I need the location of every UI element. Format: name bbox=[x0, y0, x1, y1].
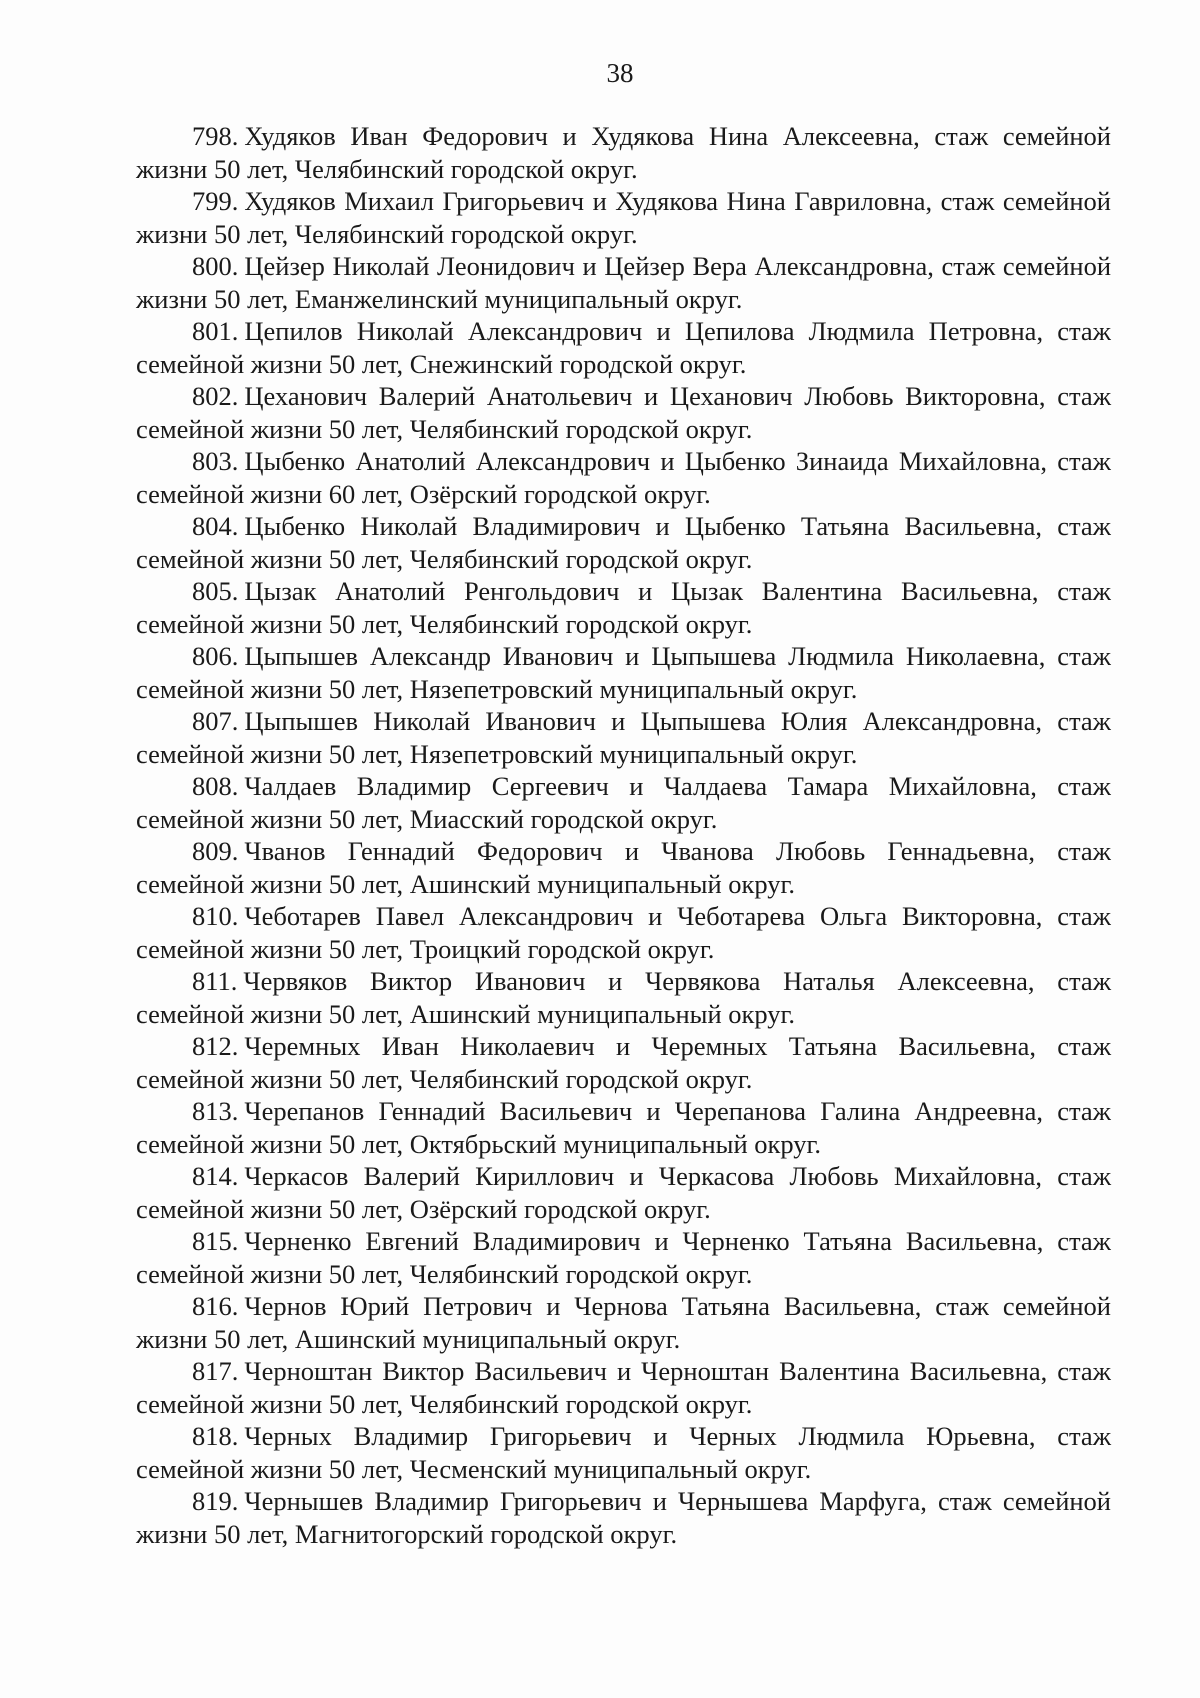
entry-number: 816. bbox=[192, 1291, 239, 1321]
list-item bbox=[136, 1030, 1111, 1095]
entry-number: 798. bbox=[192, 121, 239, 151]
entry-number: 800. bbox=[192, 251, 239, 281]
entry-number: 817. bbox=[192, 1356, 239, 1386]
page-number: 38 bbox=[606, 58, 634, 88]
entries-list bbox=[136, 120, 1111, 1550]
entry-number: 813. bbox=[192, 1096, 239, 1126]
entry-text: Цеханович Валерий Анатольевич и Цеханович Любовь Викторовна, стаж семейной жизни 50 лет, Челябинский городской округ. bbox=[136, 381, 1111, 444]
list-item bbox=[136, 900, 1111, 965]
entry-text: Цепилов Николай Александрович и Цепилова Людмила Петровна, стаж семейной жизни 50 лет, Снежинский городской округ. bbox=[136, 316, 1111, 379]
entry-number: 808. bbox=[192, 771, 239, 801]
entry-text: Чернов Юрий Петрович и Чернова Татьяна Васильевна, стаж семейной жизни 50 лет, Ашинский муниципальный округ. bbox=[136, 1291, 1111, 1354]
list-item bbox=[136, 380, 1111, 445]
entry-number: 809. bbox=[192, 836, 239, 866]
entry-number: 807. bbox=[192, 706, 239, 736]
list-item bbox=[136, 250, 1111, 315]
entry-text: Худяков Михаил Григорьевич и Худякова Нина Гавриловна, стаж семейной жизни 50 лет, Челябинский городской округ. bbox=[136, 186, 1111, 249]
list-item bbox=[136, 835, 1111, 900]
list-item bbox=[136, 575, 1111, 640]
list-item bbox=[136, 510, 1111, 575]
entry-text: Черемных Иван Николаевич и Черемных Татьяна Васильевна, стаж семейной жизни 50 лет, Челябинский городской округ. bbox=[136, 1031, 1111, 1094]
entry-text: Цыпышев Николай Иванович и Цыпышева Юлия Александровна, стаж семейной жизни 50 лет, Нязепетровский муниципальный округ. bbox=[136, 706, 1111, 769]
entry-number: 810. bbox=[192, 901, 239, 931]
entry-text: Черных Владимир Григорьевич и Черных Людмила Юрьевна, стаж семейной жизни 50 лет, Чесменский муниципальный округ. bbox=[136, 1421, 1111, 1484]
entry-number: 814. bbox=[192, 1161, 239, 1191]
list-item bbox=[136, 1160, 1111, 1225]
list-item bbox=[136, 705, 1111, 770]
entry-text: Черкасов Валерий Кириллович и Черкасова Любовь Михайловна, стаж семейной жизни 50 лет, Озёрский городской округ. bbox=[136, 1161, 1111, 1224]
entry-number: 799. bbox=[192, 186, 239, 216]
entry-number: 815. bbox=[192, 1226, 239, 1256]
list-item bbox=[136, 1290, 1111, 1355]
list-item bbox=[136, 965, 1111, 1030]
list-item bbox=[136, 1420, 1111, 1485]
entry-text: Черненко Евгений Владимирович и Черненко Татьяна Васильевна, стаж семейной жизни 50 лет, Челябинский городской округ. bbox=[136, 1226, 1111, 1289]
entry-text: Черепанов Геннадий Васильевич и Черепанова Галина Андреевна, стаж семейной жизни 50 лет, Октябрьский муниципальный округ. bbox=[136, 1096, 1111, 1159]
list-item bbox=[136, 1095, 1111, 1160]
list-item bbox=[136, 770, 1111, 835]
entry-number: 818. bbox=[192, 1421, 239, 1451]
list-item bbox=[136, 120, 1111, 185]
entry-number: 801. bbox=[192, 316, 239, 346]
entry-text: Чернышев Владимир Григорьевич и Чернышева Марфуга, стаж семейной жизни 50 лет, Магнитогорский городской округ. bbox=[136, 1486, 1111, 1549]
entry-text: Червяков Виктор Иванович и Червякова Наталья Алексеевна, стаж семейной жизни 50 лет, Ашинский муниципальный округ. bbox=[136, 966, 1111, 1029]
list-item bbox=[136, 1225, 1111, 1290]
entry-number: 803. bbox=[192, 446, 239, 476]
entry-number: 811. bbox=[192, 966, 238, 996]
entry-number: 802. bbox=[192, 381, 239, 411]
entry-text: Цыпышев Александр Иванович и Цыпышева Людмила Николаевна, стаж семейной жизни 50 лет, Нязепетровский муниципальный округ. bbox=[136, 641, 1111, 704]
entry-text: Чванов Геннадий Федорович и Чванова Любовь Геннадьевна, стаж семейной жизни 50 лет, Ашинский муниципальный округ. bbox=[136, 836, 1111, 899]
entry-number: 804. bbox=[192, 511, 239, 541]
entry-text: Худяков Иван Федорович и Худякова Нина Алексеевна, стаж семейной жизни 50 лет, Челябинский городской округ. bbox=[136, 121, 1111, 184]
entry-text: Чалдаев Владимир Сергеевич и Чалдаева Тамара Михайловна, стаж семейной жизни 50 лет, Миасский городской округ. bbox=[136, 771, 1111, 834]
entry-number: 805. bbox=[192, 576, 239, 606]
list-item bbox=[136, 445, 1111, 510]
list-item bbox=[136, 1485, 1111, 1550]
list-item bbox=[136, 1355, 1111, 1420]
entry-number: 819. bbox=[192, 1486, 239, 1516]
list-item bbox=[136, 185, 1111, 250]
list-item bbox=[136, 315, 1111, 380]
entry-text: Чеботарев Павел Александрович и Чеботарева Ольга Викторовна, стаж семейной жизни 50 лет, Троицкий городской округ. bbox=[136, 901, 1111, 964]
list-item bbox=[136, 640, 1111, 705]
entry-text: Цыбенко Николай Владимирович и Цыбенко Татьяна Васильевна, стаж семейной жизни 50 лет, Челябинский городской округ. bbox=[136, 511, 1111, 574]
entry-text: Цыбенко Анатолий Александрович и Цыбенко Зинаида Михайловна, стаж семейной жизни 60 лет, Озёрский городской округ. bbox=[136, 446, 1111, 509]
entry-text: Цейзер Николай Леонидович и Цейзер Вера Александровна, стаж семейной жизни 50 лет, Еманжелинский муниципальный округ. bbox=[136, 251, 1111, 314]
entry-text: Цызак Анатолий Ренгольдович и Цызак Валентина Васильевна, стаж семейной жизни 50 лет, Челябинский городской округ. bbox=[136, 576, 1111, 639]
entry-text: Черноштан Виктор Васильевич и Черноштан Валентина Васильевна, стаж семейной жизни 50 лет, Челябинский городской округ. bbox=[136, 1356, 1111, 1419]
entry-number: 812. bbox=[192, 1031, 239, 1061]
entry-number: 806. bbox=[192, 641, 239, 671]
